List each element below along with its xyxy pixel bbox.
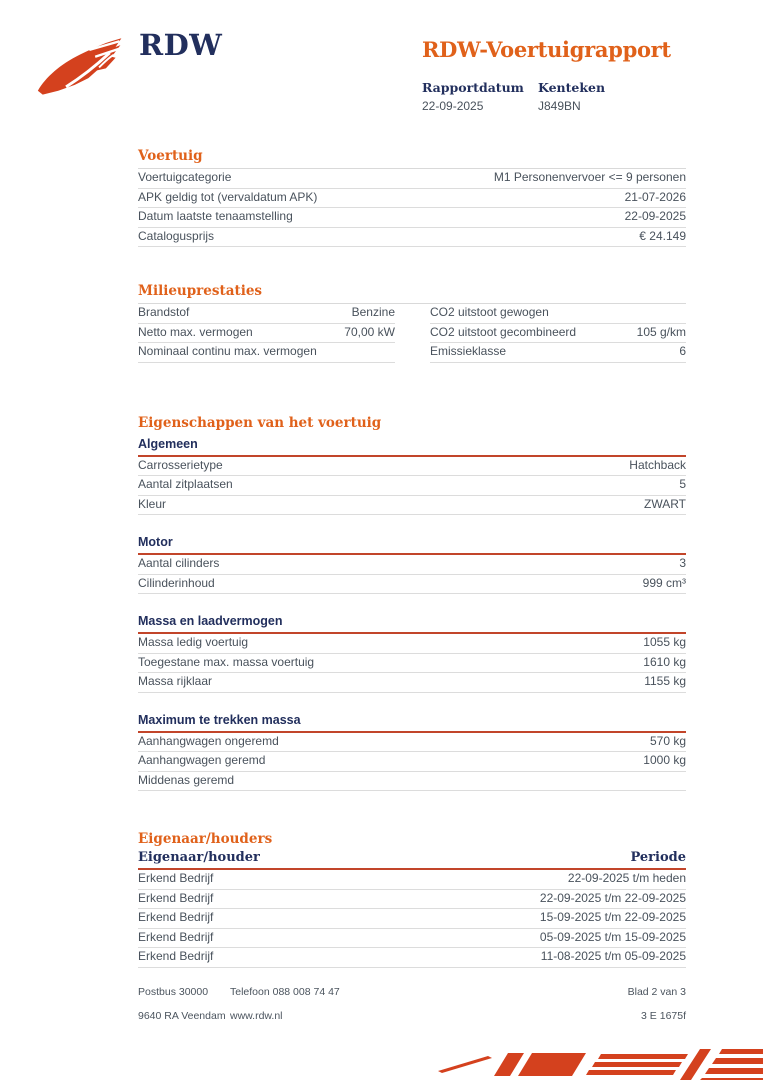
report-body — [138, 148, 686, 968]
section-milieuprestaties — [138, 283, 686, 363]
row-value: 999 cm³ — [642, 575, 686, 590]
section-title: Eigenaar/houders — [138, 831, 273, 847]
row-value: 1055 kg — [643, 635, 686, 649]
milieu-grid — [138, 304, 686, 363]
table-row — [138, 324, 395, 344]
table-row — [138, 457, 686, 477]
footer-line-2 — [138, 1010, 686, 1022]
section-title: Eigenschappen van het voertuig — [138, 414, 382, 431]
row-label: Aantal cilinders — [138, 556, 220, 570]
table-row — [138, 555, 686, 575]
row-label: Massa ledig voertuig — [138, 635, 249, 649]
row-value: 1610 kg — [643, 654, 686, 669]
row-label: Kleur — [138, 496, 167, 511]
row-label: Catalogusprijs — [138, 228, 215, 243]
table-row — [138, 772, 686, 792]
row-value: M1 Personenvervoer <= 9 personen — [493, 170, 686, 184]
row-value: 70,00 kW — [344, 324, 395, 339]
table-row — [138, 189, 686, 209]
table-row — [138, 496, 686, 516]
row-value: 21-07-2026 — [624, 189, 686, 204]
table-row — [430, 343, 686, 363]
row-label: Nominaal continu max. vermogen — [138, 344, 317, 358]
row-label: Carrosserietype — [138, 457, 223, 472]
owner-period: 22-09-2025 t/m heden — [567, 871, 686, 885]
page-title: RDW-Voertuigrapport — [422, 37, 671, 62]
row-label: APK geldig tot (vervaldatum APK) — [138, 189, 318, 204]
row-label: CO2 uitstoot gewogen — [430, 305, 549, 319]
license-plate-block — [538, 80, 654, 114]
subsection-title: Maximum te trekken massa — [138, 713, 686, 733]
report-date-value: 22-09-2025 — [422, 99, 484, 113]
report-header — [422, 38, 686, 114]
table-row — [138, 733, 686, 753]
footer-form-code: 3 E 1675f — [641, 1010, 686, 1022]
owner-table-header — [138, 850, 686, 870]
row-label: Aanhangwagen ongeremd — [138, 733, 279, 748]
footer-website: www.rdw.nl — [230, 1010, 283, 1022]
row-label: Massa rijklaar — [138, 674, 213, 688]
footer-phone: Telefoon 088 008 74 47 — [230, 986, 340, 998]
row-label: CO2 uitstoot gecombineerd — [430, 324, 577, 339]
owner-column-header: Eigenaar/houder — [138, 850, 260, 865]
rdw-stripes-graphic-icon — [438, 1042, 763, 1080]
table-row — [138, 909, 686, 929]
report-date-label: Rapportdatum — [422, 80, 524, 95]
table-row — [138, 208, 686, 228]
table-row — [138, 752, 686, 772]
table-row — [138, 948, 686, 968]
table-row — [138, 929, 686, 949]
owner-name: Erkend Bedrijf — [138, 871, 214, 885]
row-label: Datum laatste tenaamstelling — [138, 209, 293, 223]
subsection-title: Motor — [138, 535, 686, 555]
owner-name: Erkend Bedrijf — [138, 949, 214, 963]
section-voertuig — [138, 148, 686, 247]
table-row — [138, 890, 686, 910]
subsection-algemeen — [138, 437, 686, 516]
subsection-massa — [138, 614, 686, 693]
table-row — [138, 169, 686, 189]
table-row — [138, 575, 686, 595]
row-label: Aanhangwagen geremd — [138, 753, 266, 767]
row-value: 5 — [679, 477, 686, 491]
section-title: Milieuprestaties — [138, 283, 686, 304]
row-label: Toegestane max. massa voertuig — [138, 654, 315, 669]
period-column-header: Periode — [630, 850, 686, 865]
owner-name: Erkend Bedrijf — [138, 929, 214, 944]
table-row — [138, 343, 395, 363]
license-plate-value: J849BN — [538, 99, 581, 113]
subsection-maximum-trekken — [138, 713, 686, 792]
report-meta — [422, 80, 686, 114]
owner-period: 05-09-2025 t/m 15-09-2025 — [539, 929, 686, 944]
row-label: Aantal zitplaatsen — [138, 477, 233, 491]
table-row — [430, 304, 686, 324]
footer-city: 9640 RA Veendam — [138, 1010, 226, 1022]
table-row — [138, 673, 686, 693]
section-title: Voertuig — [138, 148, 686, 169]
report-date-block — [422, 80, 538, 114]
owner-period: 15-09-2025 t/m 22-09-2025 — [539, 910, 686, 924]
row-value: ZWART — [644, 496, 686, 511]
subsection-title: Algemeen — [138, 437, 686, 457]
owner-period: 11-08-2025 t/m 05-09-2025 — [540, 949, 686, 963]
row-label: Emissieklasse — [430, 344, 507, 358]
section-eigenaar-houders — [138, 831, 686, 968]
row-label: Voertuigcategorie — [138, 170, 232, 184]
footer-postbus: Postbus 30000 — [138, 986, 209, 998]
table-row — [430, 324, 686, 344]
table-row — [138, 870, 686, 890]
footer-line-1 — [138, 986, 686, 998]
owner-name: Erkend Bedrijf — [138, 890, 214, 905]
table-row — [138, 634, 686, 654]
owner-name: Erkend Bedrijf — [138, 910, 214, 924]
row-value: 6 — [679, 344, 686, 358]
footer-page-number: Blad 2 van 3 — [627, 986, 686, 998]
table-row — [138, 476, 686, 496]
rdw-wing-icon — [33, 28, 135, 102]
row-value: Benzine — [351, 305, 395, 319]
row-value: 570 kg — [649, 733, 686, 748]
page-footer — [138, 986, 686, 1034]
table-row — [138, 654, 686, 674]
row-value: 1155 kg — [644, 674, 686, 688]
subsection-motor — [138, 535, 686, 594]
rdw-logo-text: RDW — [139, 28, 223, 62]
owner-period: 22-09-2025 t/m 22-09-2025 — [539, 890, 686, 905]
table-row — [138, 228, 686, 248]
subsection-title: Massa en laadvermogen — [138, 614, 686, 634]
row-label: Cilinderinhoud — [138, 575, 215, 590]
table-row — [138, 304, 395, 324]
row-label: Middenas geremd — [138, 772, 235, 787]
row-value: 105 g/km — [636, 324, 686, 339]
row-value: 22-09-2025 — [624, 209, 686, 223]
row-value: Hatchback — [629, 457, 686, 472]
rdw-logo — [33, 28, 222, 102]
row-label: Brandstof — [138, 305, 190, 319]
row-value: € 24.149 — [639, 228, 686, 243]
section-eigenschappen — [138, 415, 686, 792]
row-value: 3 — [679, 556, 686, 570]
row-label: Netto max. vermogen — [138, 324, 253, 339]
row-value: 1000 kg — [643, 753, 686, 767]
license-plate-label: Kenteken — [538, 80, 606, 95]
